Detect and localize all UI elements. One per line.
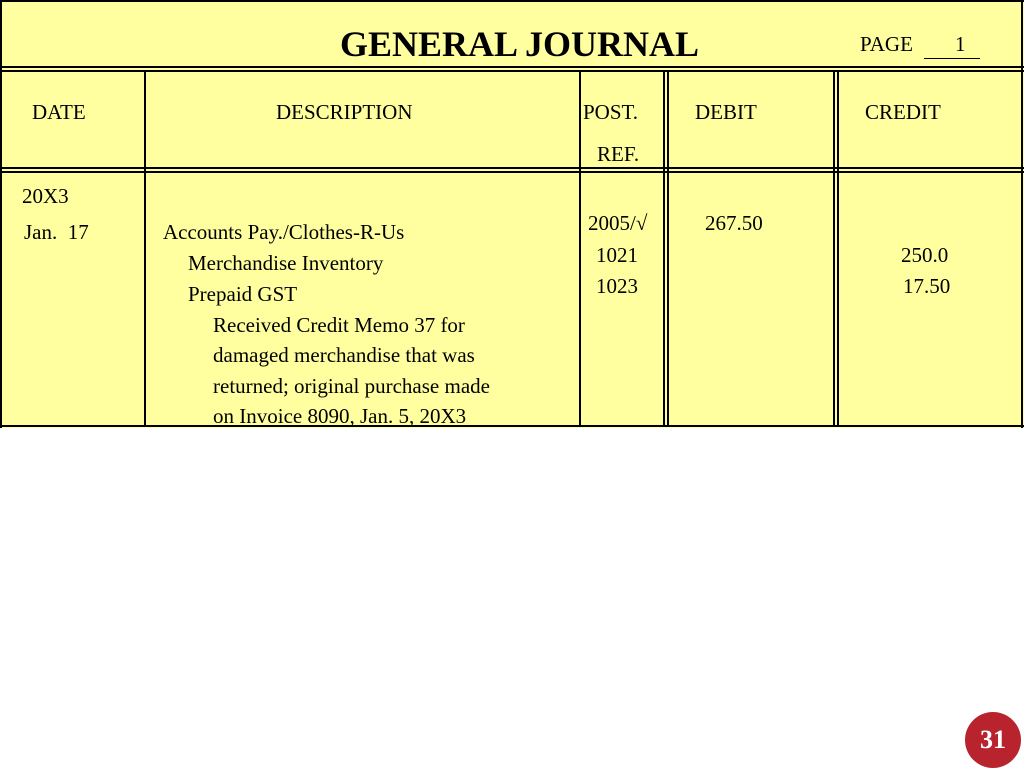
right-border xyxy=(1021,0,1023,428)
title-rule-1 xyxy=(0,66,1024,68)
header-rule-1 xyxy=(0,167,1024,169)
top-border xyxy=(0,0,1024,2)
entry-year: 20X3 xyxy=(22,184,69,208)
header-rule-2 xyxy=(0,171,1024,173)
explanation-line: damaged merchandise that was xyxy=(213,343,475,367)
page-label: PAGE xyxy=(860,32,913,56)
post-ref-value: 1023 xyxy=(596,274,638,298)
left-border xyxy=(0,0,2,428)
post-ref-value: 2005/√ xyxy=(588,211,648,235)
divider-ref-debit-1 xyxy=(663,70,665,427)
bottom-border xyxy=(0,425,1024,427)
explanation-line: on Invoice 8090, Jan. 5, 20X3 xyxy=(213,404,467,428)
column-header-post-ref-line1: POST. xyxy=(583,100,639,124)
credit-amount: 17.50 xyxy=(903,274,951,298)
column-header-date: DATE xyxy=(32,100,86,124)
column-header-post-ref-line2: REF. xyxy=(597,142,640,166)
column-header-debit: DEBIT xyxy=(695,100,757,124)
debit-amount: 267.50 xyxy=(705,211,763,235)
title-rule-2 xyxy=(0,70,1024,72)
page-number-underline xyxy=(924,58,980,59)
divider-date-desc xyxy=(144,70,146,427)
debit-account-line: Accounts Pay./Clothes-R-Us xyxy=(163,220,405,244)
divider-debit-credit-2 xyxy=(837,70,839,427)
entry-date: Jan. 17 xyxy=(24,220,89,244)
divider-desc-ref xyxy=(579,70,581,427)
slide-number-badge xyxy=(965,712,1021,768)
credit-account-line-1: Merchandise Inventory xyxy=(188,251,384,275)
divider-ref-debit-2 xyxy=(667,70,669,427)
credit-account-line-2: Prepaid GST xyxy=(188,282,298,306)
page-number: 1 xyxy=(955,32,966,56)
journal-title: GENERAL JOURNAL xyxy=(340,24,700,64)
post-ref-value: 1021 xyxy=(596,243,638,267)
column-header-description: DESCRIPTION xyxy=(276,100,413,124)
divider-debit-credit-1 xyxy=(833,70,835,427)
credit-amount: 250.0 xyxy=(901,243,949,267)
slide-number: 31 xyxy=(980,725,1006,754)
column-header-credit: CREDIT xyxy=(865,100,941,124)
explanation-line: returned; original purchase made xyxy=(213,374,490,398)
explanation-line: Received Credit Memo 37 for xyxy=(213,313,465,337)
